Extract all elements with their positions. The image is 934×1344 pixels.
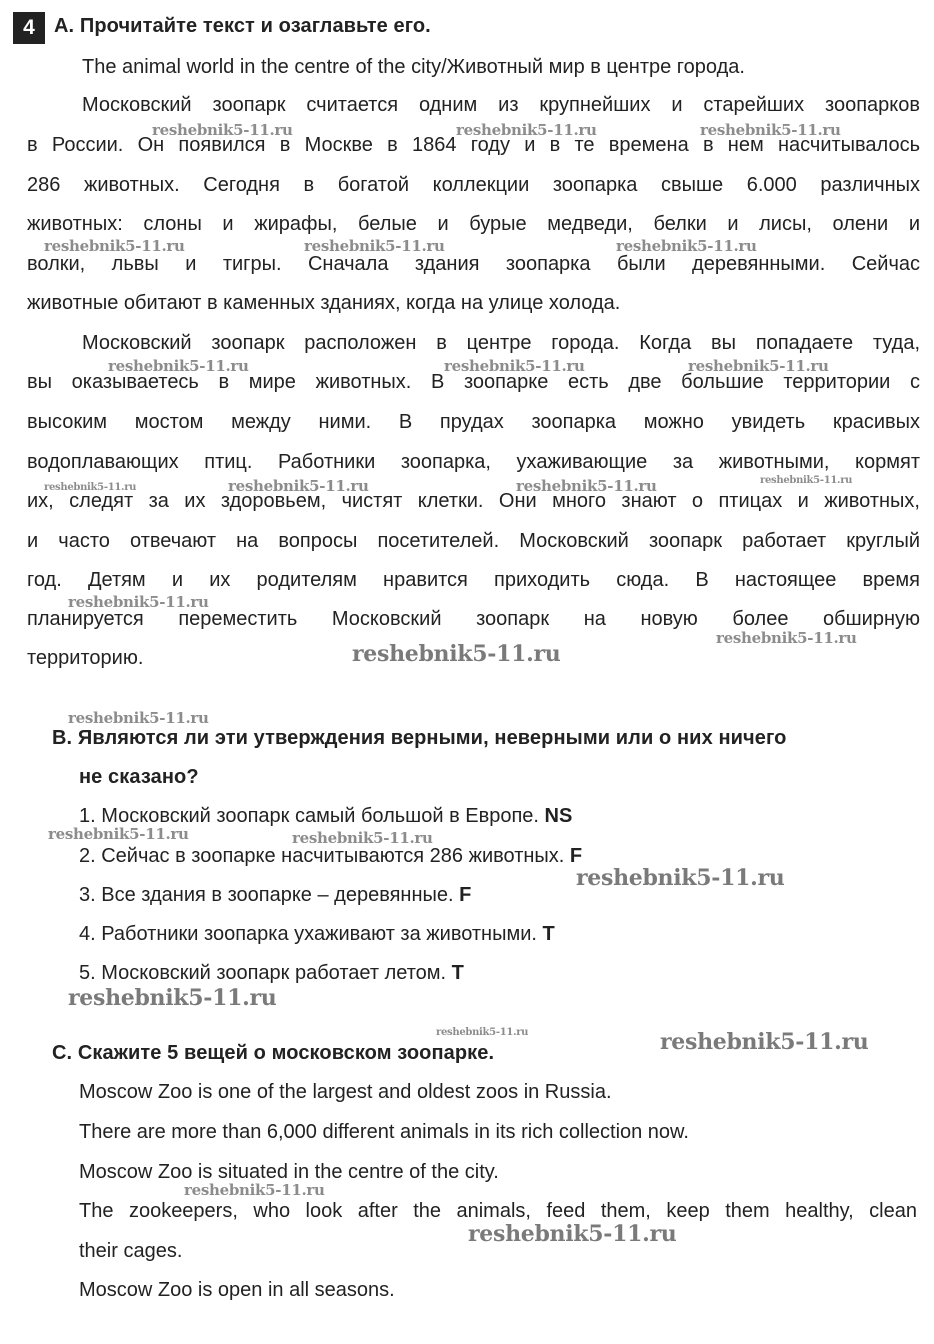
watermark: reshebnik5-11.ru — [616, 237, 757, 255]
watermark: reshebnik5-11.ru — [700, 121, 841, 139]
statement-answer: F — [459, 884, 472, 906]
watermark: reshebnik5-11.ru — [760, 475, 853, 486]
watermark: reshebnik5-11.ru — [304, 237, 445, 255]
watermark: reshebnik5-11.ru — [352, 641, 561, 667]
section-c-heading: C. Скажите 5 вещей о московском зоопарке. — [52, 1042, 495, 1064]
answer-line: Moscow Zoo is one of the largest and oldest zoos in Russia. — [79, 1081, 612, 1103]
statement-text: 2. Сейчас в зоопарке насчитываются 286 животных. — [79, 845, 565, 867]
paragraph-line: животных: слоны и жирафы, белые и бурые медведи, белки и лисы, олени и — [27, 213, 920, 235]
paragraph-line: высоким мостом между ними. В прудах зоопарка можно увидеть красивых — [27, 411, 920, 433]
watermark: reshebnik5-11.ru — [660, 1029, 869, 1055]
paragraph-line: территорию. — [27, 647, 144, 669]
watermark: reshebnik5-11.ru — [68, 709, 209, 727]
paragraph-line: вы оказываетесь в мире животных. В зоопарке есть две большие территории с — [27, 371, 920, 393]
paragraph-line: их, следят за их здоровьем, чистят клетки. Они много знают о птицах и животных, — [27, 490, 920, 512]
statement-item — [79, 962, 464, 985]
watermark: reshebnik5-11.ru — [48, 825, 189, 843]
paragraph-line: планируется переместить Московский зоопарк на новую более обширную — [27, 608, 920, 630]
watermark: reshebnik5-11.ru — [184, 1181, 325, 1199]
section-b-heading-cont: не сказано? — [79, 766, 199, 788]
watermark: reshebnik5-11.ru — [68, 593, 209, 611]
watermark: reshebnik5-11.ru — [688, 357, 829, 375]
watermark: reshebnik5-11.ru — [468, 1221, 677, 1247]
statement-answer: NS — [544, 805, 573, 827]
statement-item — [79, 923, 555, 946]
answer-line: Moscow Zoo is open in all seasons. — [79, 1279, 395, 1301]
statement-answer: F — [569, 845, 583, 867]
section-b-heading: B. Являются ли эти утверждения верными, неверными или о них ничего — [52, 727, 787, 749]
task-number-badge: 4 — [13, 12, 45, 44]
answer-line: Moscow Zoo is situated in the centre of the city. — [79, 1161, 499, 1183]
watermark: reshebnik5-11.ru — [516, 477, 657, 495]
paragraph-line: Московский зоопарк расположен в центре города. Когда вы попадаете туда, — [82, 332, 920, 354]
watermark: reshebnik5-11.ru — [108, 357, 249, 375]
answer-line: their cages. — [79, 1240, 183, 1262]
text-title-line: The animal world in the centre of the city/Животный мир в центре города. — [82, 56, 745, 78]
answer-line: The zookeepers, who look after the animals, feed them, keep them healthy, clean — [79, 1200, 917, 1222]
watermark: reshebnik5-11.ru — [292, 829, 433, 847]
watermark: reshebnik5-11.ru — [444, 357, 585, 375]
section-a-heading: A. Прочитайте текст и озаглавьте его. — [54, 15, 431, 37]
watermark: reshebnik5-11.ru — [44, 237, 185, 255]
paragraph-line: в России. Он появился в Москве в 1864 году и в те времена в нем насчитывалось — [27, 134, 920, 156]
statement-item — [79, 845, 582, 868]
statement-text: 5. Московский зоопарк работает летом. — [79, 962, 447, 984]
paragraph-line: и часто отвечают на вопросы посетителей. Московский зоопарк работает круглый — [27, 530, 920, 552]
watermark: reshebnik5-11.ru — [68, 985, 277, 1011]
watermark: reshebnik5-11.ru — [436, 1027, 529, 1038]
watermark: reshebnik5-11.ru — [44, 482, 137, 493]
watermark: reshebnik5-11.ru — [716, 629, 857, 647]
statement-item — [79, 884, 471, 907]
paragraph-line: водоплавающих птиц. Работники зоопарка, ухаживающие за животными, кормят — [27, 451, 920, 473]
statement-answer: T — [451, 962, 464, 984]
paragraph-line: год. Детям и их родителям нравится приходить сюда. В настоящее время — [27, 569, 920, 591]
watermark: reshebnik5-11.ru — [456, 121, 597, 139]
statement-text: 1. Московский зоопарк самый большой в Европе. — [79, 805, 539, 827]
paragraph-line: Московский зоопарк считается одним из крупнейших и старейших зоопарков — [82, 94, 920, 116]
paragraph-line: волки, львы и тигры. Сначала здания зоопарка были деревянными. Сейчас — [27, 253, 920, 275]
statement-text: 4. Работники зоопарка ухаживают за животными. — [79, 923, 537, 945]
statement-answer: T — [542, 923, 555, 945]
answer-line: There are more than 6,000 different animals in its rich collection now. — [79, 1121, 689, 1143]
watermark: reshebnik5-11.ru — [228, 477, 369, 495]
paragraph-line: 286 животных. Сегодня в богатой коллекции зоопарка свыше 6.000 различных — [27, 174, 920, 196]
watermark: reshebnik5-11.ru — [152, 121, 293, 139]
watermark: reshebnik5-11.ru — [576, 865, 785, 891]
paragraph-line: животные обитают в каменных зданиях, когда на улице холода. — [27, 292, 621, 314]
statement-text: 3. Все здания в зоопарке – деревянные. — [79, 884, 454, 906]
